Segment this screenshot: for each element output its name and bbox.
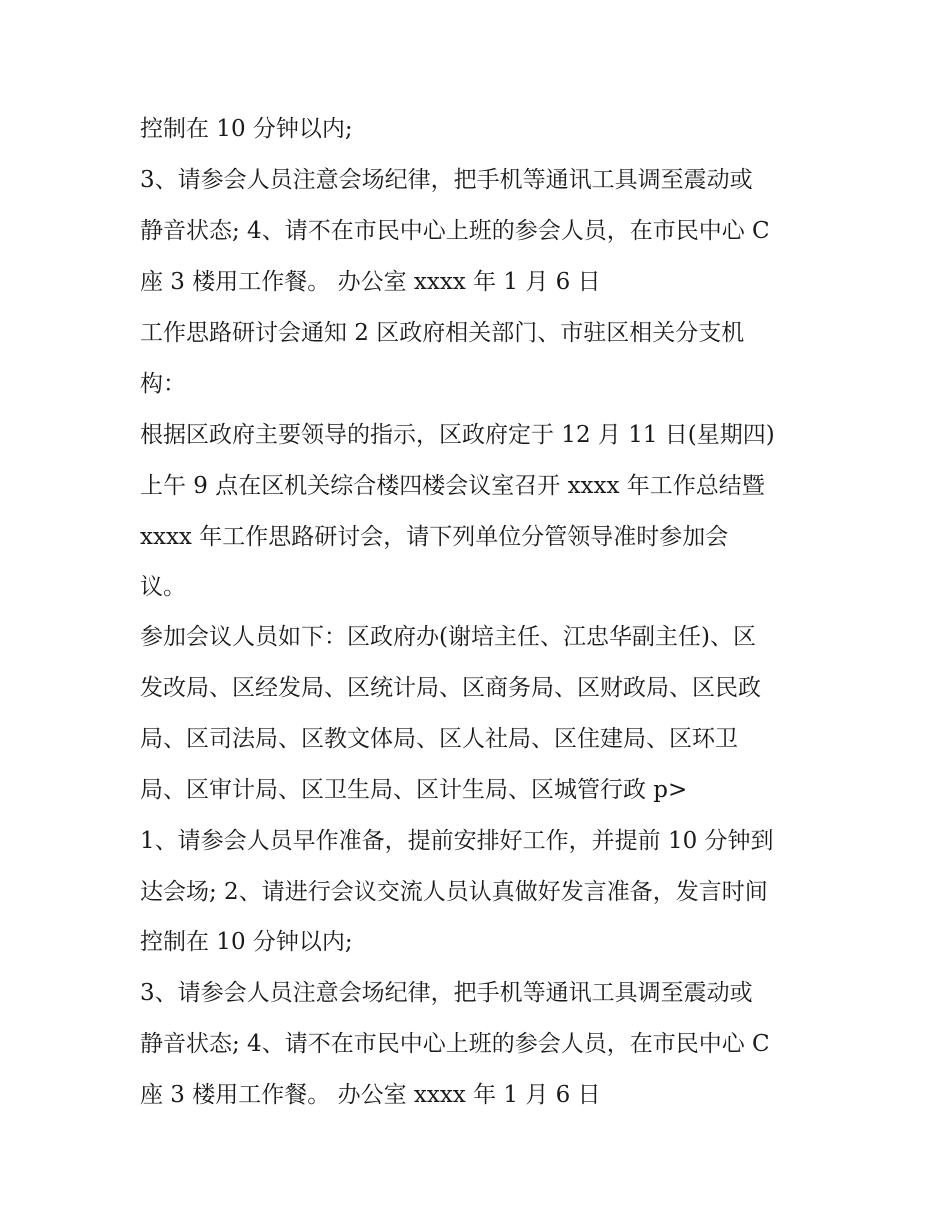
text-line: 静音状态; 4、请不在市民中心上班的参会人员，在市民中心 C	[140, 1031, 770, 1057]
text-line: 议。	[140, 574, 186, 600]
text-line: xxxx 年工作思路研讨会，请下列单位分管领导准时参加会	[140, 524, 729, 550]
text-line: 工作思路研讨会通知 2 区政府相关部门、市驻区相关分支机	[140, 320, 745, 346]
text-line: 控制在 10 分钟以内;	[140, 116, 353, 142]
text-line: 3、请参会人员注意会场纪律，把手机等通讯工具调至震动或	[140, 167, 753, 193]
text-line: 发改局、区经发局、区统计局、区商务局、区财政局、区民政	[140, 675, 761, 701]
text-line: 3、请参会人员注意会场纪律，把手机等通讯工具调至震动或	[140, 980, 753, 1006]
text-line: 构：	[140, 371, 186, 397]
text-line: 静音状态; 4、请不在市民中心上班的参会人员，在市民中心 C	[140, 218, 770, 244]
text-line: 参加会议人员如下：区政府办(谢培主任、江忠华副主任)、区	[140, 624, 756, 650]
text-line: 座 3 楼用工作餐。 办公室 xxxx 年 1 月 6 日	[140, 269, 601, 295]
text-line: 局、区审计局、区卫生局、区计生局、区城管行政 p>	[140, 777, 688, 803]
text-line: 达会场; 2、请进行会议交流人员认真做好发言准备，发言时间	[140, 879, 768, 905]
text-line: 根据区政府主要领导的指示，区政府定于 12 月 11 日(星期四)	[140, 422, 775, 448]
text-line: 1、请参会人员早作准备，提前安排好工作，并提前 10 分钟到	[140, 828, 774, 854]
text-line: 上午 9 点在区机关综合楼四楼会议室召开 xxxx 年工作总结暨	[140, 473, 765, 499]
text-line: 局、区司法局、区教文体局、区人社局、区住建局、区环卫	[140, 726, 738, 752]
text-line: 座 3 楼用工作餐。 办公室 xxxx 年 1 月 6 日	[140, 1082, 601, 1108]
text-line: 控制在 10 分钟以内;	[140, 929, 353, 955]
